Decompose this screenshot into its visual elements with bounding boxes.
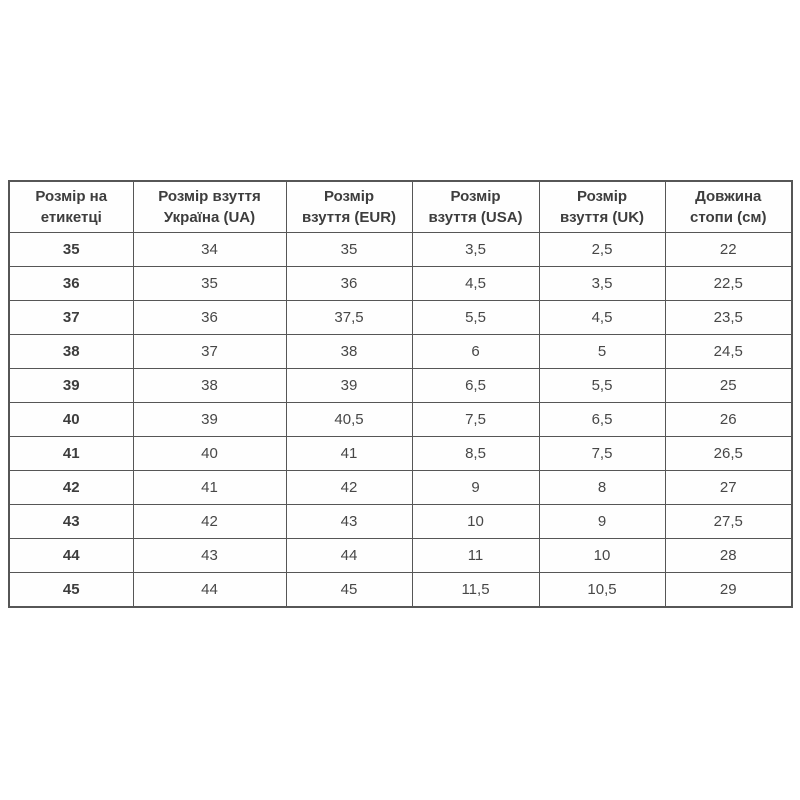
table-cell: 26 <box>665 403 792 437</box>
size-label-cell: 40 <box>9 403 133 437</box>
table-cell: 5 <box>539 335 665 369</box>
table-cell: 7,5 <box>412 403 539 437</box>
table-cell: 9 <box>539 505 665 539</box>
table-row <box>9 233 792 267</box>
table-cell: 5,5 <box>539 369 665 403</box>
table-cell: 45 <box>286 573 412 608</box>
table-cell: 34 <box>133 233 286 267</box>
table-cell: 23,5 <box>665 301 792 335</box>
size-label-cell: 36 <box>9 267 133 301</box>
table-cell: 36 <box>133 301 286 335</box>
table-cell: 39 <box>286 369 412 403</box>
table-cell: 27,5 <box>665 505 792 539</box>
column-header: Розмір на етикетці <box>9 181 133 233</box>
table-row <box>9 573 792 608</box>
table-cell: 4,5 <box>412 267 539 301</box>
table-cell: 6,5 <box>539 403 665 437</box>
size-label-cell: 41 <box>9 437 133 471</box>
table-cell: 22,5 <box>665 267 792 301</box>
table-cell: 38 <box>133 369 286 403</box>
size-label-cell: 37 <box>9 301 133 335</box>
table-row <box>9 335 792 369</box>
column-header: Розмір взуття (UK) <box>539 181 665 233</box>
table-cell: 7,5 <box>539 437 665 471</box>
table-cell: 41 <box>286 437 412 471</box>
table-cell: 11 <box>412 539 539 573</box>
table-row <box>9 539 792 573</box>
table-cell: 44 <box>133 573 286 608</box>
table-cell: 6 <box>412 335 539 369</box>
size-label-cell: 39 <box>9 369 133 403</box>
table-cell: 2,5 <box>539 233 665 267</box>
size-label-cell: 38 <box>9 335 133 369</box>
table-cell: 8 <box>539 471 665 505</box>
table-cell: 35 <box>133 267 286 301</box>
header-row <box>9 181 792 233</box>
table-cell: 35 <box>286 233 412 267</box>
table-row <box>9 301 792 335</box>
table-cell: 36 <box>286 267 412 301</box>
table-cell: 24,5 <box>665 335 792 369</box>
table-cell: 40 <box>133 437 286 471</box>
table-cell: 10,5 <box>539 573 665 608</box>
size-label-cell: 43 <box>9 505 133 539</box>
table-cell: 37 <box>133 335 286 369</box>
size-label-cell: 42 <box>9 471 133 505</box>
table-row <box>9 437 792 471</box>
table-cell: 43 <box>133 539 286 573</box>
table-cell: 38 <box>286 335 412 369</box>
column-header: Довжина стопи (см) <box>665 181 792 233</box>
table-cell: 8,5 <box>412 437 539 471</box>
table-cell: 25 <box>665 369 792 403</box>
table-cell: 29 <box>665 573 792 608</box>
table-cell: 43 <box>286 505 412 539</box>
table-cell: 42 <box>286 471 412 505</box>
table-cell: 10 <box>412 505 539 539</box>
table-cell: 10 <box>539 539 665 573</box>
table-cell: 3,5 <box>539 267 665 301</box>
table-row <box>9 505 792 539</box>
shoe-size-conversion-table <box>8 180 793 608</box>
table-row <box>9 471 792 505</box>
table-cell: 11,5 <box>412 573 539 608</box>
table-cell: 4,5 <box>539 301 665 335</box>
table-cell: 26,5 <box>665 437 792 471</box>
table-row <box>9 267 792 301</box>
table-cell: 44 <box>286 539 412 573</box>
table-cell: 40,5 <box>286 403 412 437</box>
table-cell: 28 <box>665 539 792 573</box>
table-cell: 37,5 <box>286 301 412 335</box>
table-cell: 9 <box>412 471 539 505</box>
size-label-cell: 44 <box>9 539 133 573</box>
table-cell: 27 <box>665 471 792 505</box>
table-cell: 6,5 <box>412 369 539 403</box>
table-row <box>9 369 792 403</box>
size-label-cell: 35 <box>9 233 133 267</box>
column-header: Розмір взуття (EUR) <box>286 181 412 233</box>
table-cell: 39 <box>133 403 286 437</box>
table-row <box>9 403 792 437</box>
table-cell: 22 <box>665 233 792 267</box>
column-header: Розмір взуття Україна (UA) <box>133 181 286 233</box>
size-label-cell: 45 <box>9 573 133 608</box>
table-cell: 5,5 <box>412 301 539 335</box>
table-cell: 41 <box>133 471 286 505</box>
table-cell: 3,5 <box>412 233 539 267</box>
column-header: Розмір взуття (USA) <box>412 181 539 233</box>
table-cell: 42 <box>133 505 286 539</box>
